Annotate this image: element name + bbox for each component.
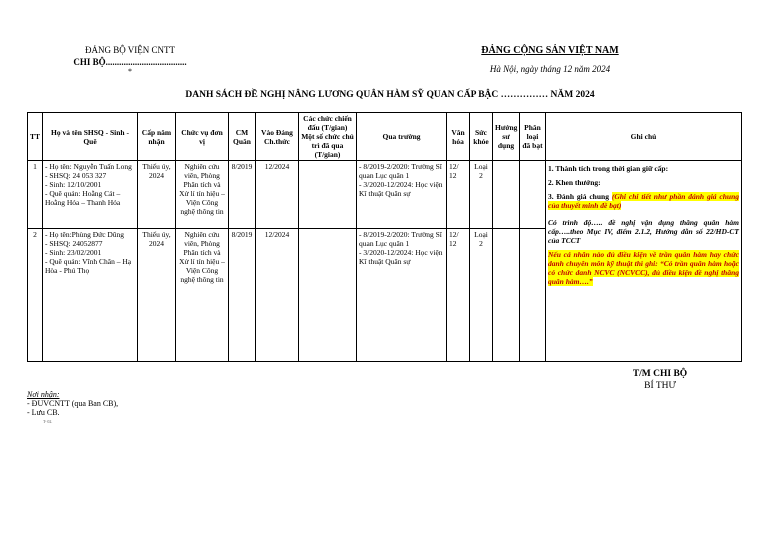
col-rank: Cấp năm nhận: [138, 113, 176, 161]
signature-role: BÍ THƯ: [644, 381, 676, 391]
note-evaluation-highlight: (Ghi chi tiết như phần đánh giá chung của thuyết minh đề bạt): [548, 192, 740, 210]
header-left: [55, 44, 205, 76]
row-culture: 12/ 12: [447, 161, 470, 229]
party-committee: ĐẢNG BỘ VIỆN CNTT: [84, 45, 176, 55]
party-cell: CHI BỘ....................................: [73, 57, 187, 67]
name-line: - Họ tên:Phùng Đức Dũng: [45, 230, 125, 239]
school-line: - 3/2020-12/2024: Học viện Kĩ thuật Quân sự: [359, 180, 443, 198]
col-benefit: Hưởng sư dụng: [493, 113, 520, 161]
row-title-held: [299, 161, 357, 229]
col-notes: Ghi chú: [546, 113, 742, 161]
col-culture: Văn hóa: [447, 113, 470, 161]
row-cm: 8/2019: [229, 229, 256, 362]
row-name: [43, 161, 138, 229]
col-cm: CM Quân: [229, 113, 256, 161]
document-title: DANH SÁCH ĐỀ NGHỊ NÂNG LƯƠNG QUÂN HÀM SỸ QUAN CẤP BẬC …………… NĂM 2024: [185, 90, 595, 100]
note-evaluation-label: 3. Đánh giá chung: [548, 192, 609, 201]
note-awards: 2. Khen thưởng:: [548, 178, 601, 187]
star-mark: *: [128, 67, 132, 76]
col-name: Họ và tên SHSQ - Sinh - Quê: [43, 113, 138, 161]
col-title-held: Các chức chiến đấu (T/gian) Một số chức chủ trì đã qua (T/gian): [299, 113, 357, 161]
row-party: 12/2024: [256, 161, 299, 229]
row-benefit: [493, 229, 520, 362]
signature-block: [600, 368, 720, 392]
row-title-held: [299, 229, 357, 362]
document-date: Hà Nội, ngày tháng 12 năm 2024: [489, 64, 611, 74]
row-health: Loại 2: [470, 229, 493, 362]
row-tt: 1: [28, 161, 43, 229]
row-name: [43, 229, 138, 362]
shsq-line: - SHSQ: 24052877: [45, 239, 103, 248]
col-health: Sức khỏe: [470, 113, 493, 161]
party-name: ĐẢNG CỘNG SẢN VIỆT NAM: [481, 45, 619, 56]
school-line: - 3/2020-12/2024: Học viện Kĩ thuật Quân sự: [359, 248, 443, 266]
col-school: Qua trường: [357, 113, 447, 161]
row-benefit: [493, 161, 520, 229]
notes-cell: [546, 161, 742, 362]
page-code: T- 02.: [43, 419, 53, 424]
row-party: 12/2024: [256, 229, 299, 362]
birth-line: - Sinh: 23/02/2001: [45, 248, 102, 257]
row-tt: 2: [28, 229, 43, 362]
row-rating: [520, 161, 546, 229]
note-qualification: Có trình độ….. đề nghị vận dụng thăng quân hàm cấp…..theo Mục IV, điểm 2.1.2, Hướng dẫn số 22/HD-CT của TCCT: [548, 218, 739, 245]
row-cm: 8/2019: [229, 161, 256, 229]
row-rank: Thiếu úy, 2024: [138, 229, 176, 362]
note-condition-highlight: Nếu cá nhân nào đủ điều kiện về trần quân hàm hay chức danh chuyên môn kỹ thuật thì ghi: “Có trần quân hàm hoặc có chức danh NCVC (NCVCC), đủ điều kiện đề nghị thăng quân hàm….”: [548, 250, 739, 286]
row-culture: 12/ 12: [447, 229, 470, 362]
table-header-row: [28, 113, 742, 161]
birth-line: - Sinh: 12/10/2001: [45, 180, 102, 189]
row-position: Nghiên cứu viên, Phòng Phân tích và Xử lí tín hiệu – Viện Công nghệ thông tin: [176, 161, 229, 229]
row-rank: Thiếu úy, 2024: [138, 161, 176, 229]
row-school: [357, 229, 447, 362]
row-rating: [520, 229, 546, 362]
recipient-item: - ĐUVCNTT (qua Ban CB),: [27, 399, 119, 408]
hometown-line: - Quê quán: Hoằng Cát – Hoằng Hóa – Thanh Hóa: [45, 189, 121, 207]
name-line: - Họ tên: Nguyễn Tuấn Long: [45, 162, 132, 171]
recipients-block: [27, 390, 118, 426]
header-right: [470, 44, 630, 76]
col-position: Chức vụ đơn vị: [176, 113, 229, 161]
school-line: - 8/2019-2/2020: Trường Sĩ quan Lục quân 1: [359, 230, 442, 248]
row-position: Nghiên cứu viên, Phòng Phân tích và Xử lí tín hiệu – Viện Công nghệ thông tin: [176, 229, 229, 362]
hometown-line: - Quê quán: Vĩnh Chân – Hạ Hòa - Phú Thọ: [45, 257, 132, 275]
col-party: Vào Đảng Ch.thức: [256, 113, 299, 161]
note-achievements: 1. Thành tích trong thời gian giữ cấp:: [548, 164, 669, 173]
col-rating: Phân loại đã bạt: [520, 113, 546, 161]
table-row: [28, 161, 742, 229]
shsq-line: - SHSQ: 24 053 327: [45, 171, 107, 180]
note-condition: [548, 250, 739, 286]
row-health: Loại 2: [470, 161, 493, 229]
note-evaluation: [548, 192, 739, 210]
proposal-table: [27, 112, 742, 362]
recipient-item: - Lưu CB.: [27, 408, 60, 417]
col-tt: TT: [28, 113, 43, 161]
row-school: [357, 161, 447, 229]
signature-title: T/M CHI BỘ: [632, 369, 688, 379]
school-line: - 8/2019-2/2020: Trường Sĩ quan Lục quân 1: [359, 162, 442, 180]
recipients-label: Nơi nhận:: [27, 390, 60, 399]
